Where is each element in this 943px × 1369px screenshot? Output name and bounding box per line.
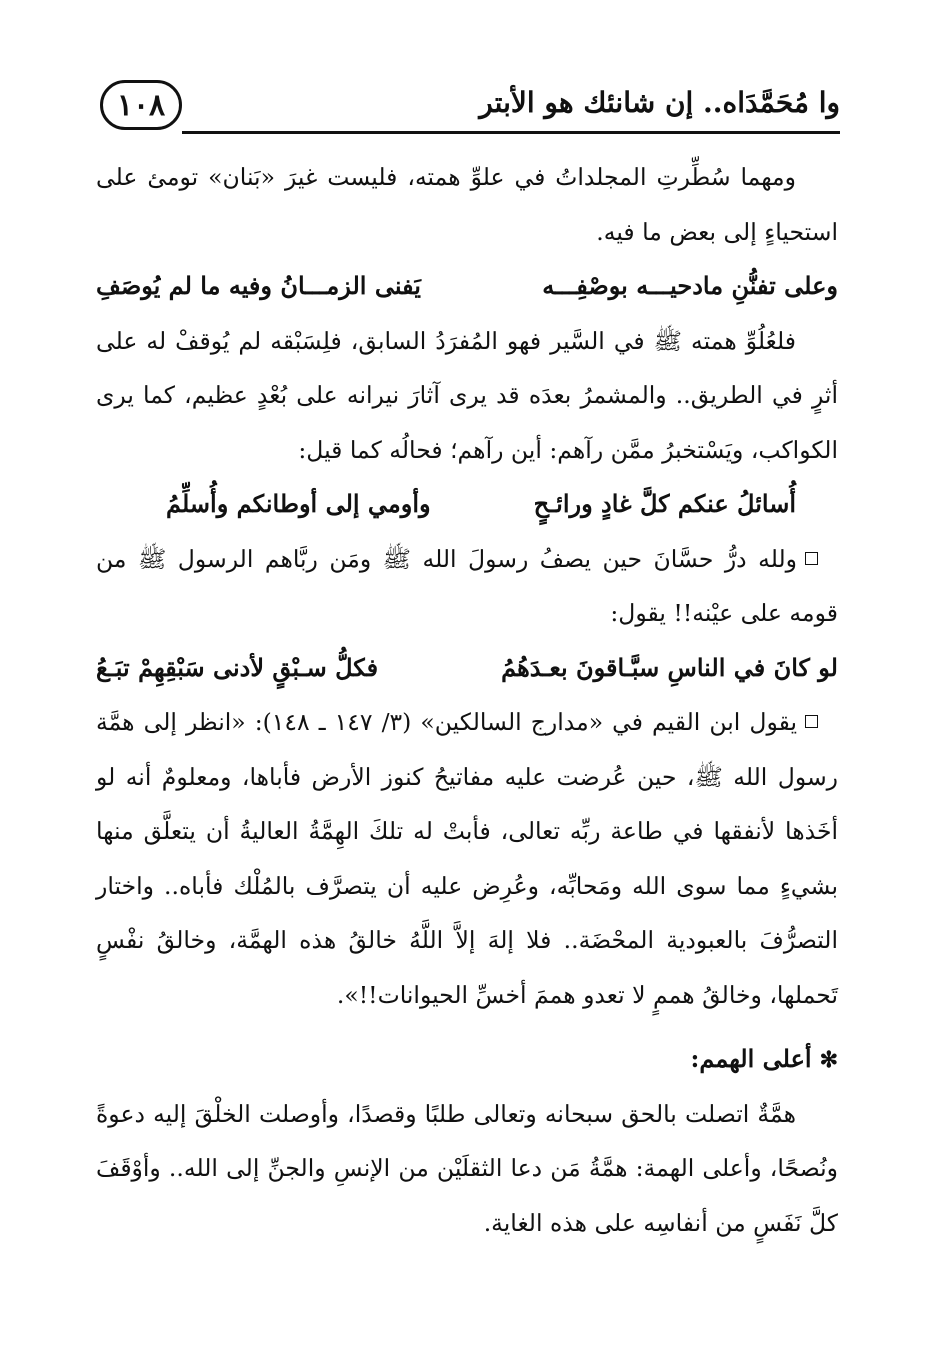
verse-3-second-hemistich: فكلُّ سـبْقٍ لأدنى سَبْقِهِمْ تبَـعُ xyxy=(96,652,379,682)
verse-1 xyxy=(96,259,838,314)
paragraph-4 xyxy=(96,695,838,1022)
page-body xyxy=(96,150,838,1250)
section-heading-text: أعلى الهمم: xyxy=(690,1044,812,1073)
asterisk-icon: ✻ xyxy=(819,1047,838,1073)
paragraph-1: ومهما سُطِّرتِ المجلداتُ في علوِّ همته، فليست غيرَ «بَنان» تومئ على استحياءٍ إلى بعض ما فيه. xyxy=(96,163,838,246)
paragraph-2: فلعُلُوِّ همته ﷺ في السَّير فهو المُفرَدُ السابق، فلِسَبْقه لم يُوقفْ له على أثرٍ في الطريق.. والمشمرُ بعدَه قد يرى آثارَ نيرانه على بُعْدٍ عظيم، كما يرى الكواكب، ويَسْتخبرُ ممَّن رآهم: أين رآهم؛ فحالُه كما قيل: xyxy=(96,326,838,464)
verse-2-second-hemistich: وأومي إلى أوطانكم وأُسلِّمُ xyxy=(166,489,431,518)
paragraph-4-text: يقول ابن القيم في «مدارج السالكين» (٣/ ١٤٧ ـ ١٤٨): «انظر إلى همَّة رسول الله ﷺ، حين عُرضت عليه مفاتيحُ كنوز الأرض فأباها، ومعلومٌ أنه لو أخَذها لأنفقها في طاعة ربِّه تعالى، فأبتْ له تلكَ الهِمَّةُ العاليةُ أن يتعلَّق منها بشيءٍ مما سوى الله ومَحابِّه، وعُرِض عليه أن يتصرَّف بالمُلْك فأباه.. واختار التصرُّفَ بالعبودية المحْضَة.. فلا إلهَ إلاَّ اللَّهُ خالقُ هذه الهمَّة، وخالقُ نفْسٍ تَحملها، وخالقُ هممٍ لا تعدو هممَ أخسِّ الحيوانات!!». xyxy=(96,708,838,1009)
verse-2-first-hemistich: أُسائلُ عنكم كلَّ غادٍ ورائـحٍ xyxy=(533,489,796,518)
section-heading xyxy=(96,1032,838,1087)
verse-3-first-hemistich: لو كانَ في الناسِ سبَّـاقونَ بعـدَهُمُ xyxy=(501,652,838,682)
paragraph-5: همَّةٌ اتصلت بالحق سبحانه وتعالى طلبًا وقصدًا، وأوصلت الخلْقَ إليه دعوةً ونُصحًا، وأعلى الهمة: همَّةُ مَن دعا الثقلَيْن من الإنسِ والجنِّ إلى الله.. وأوْقَفَ كلَّ نَفَسٍ من أنفاسِه على هذه الغاية. xyxy=(96,1099,838,1237)
square-bullet-icon xyxy=(805,715,818,728)
running-title: وا مُحَمَّدَاه.. إن شانئك هو الأبتر xyxy=(479,86,840,119)
paragraph-3 xyxy=(96,532,838,641)
paragraph-3-text: ولله درُّ حسَّانَ حين يصفُ رسولَ الله ﷺ ومَن ربَّاهم الرسول ﷺ من قومه على عيْنه!! يقول: xyxy=(96,544,838,627)
verse-1-first-hemistich: وعلى تفنُّنِ مادحيـــه بوصْفِـــه xyxy=(542,271,838,300)
page-number: ١٠٨ xyxy=(100,80,182,130)
header-rule xyxy=(182,131,840,134)
square-bullet-icon xyxy=(805,552,818,565)
verse-2 xyxy=(96,477,838,532)
verse-1-second-hemistich: يَفنى الزمـــانُ وفيه ما لم يُوصَفِ xyxy=(96,271,421,300)
verse-3 xyxy=(96,641,838,696)
page-header xyxy=(100,80,840,136)
